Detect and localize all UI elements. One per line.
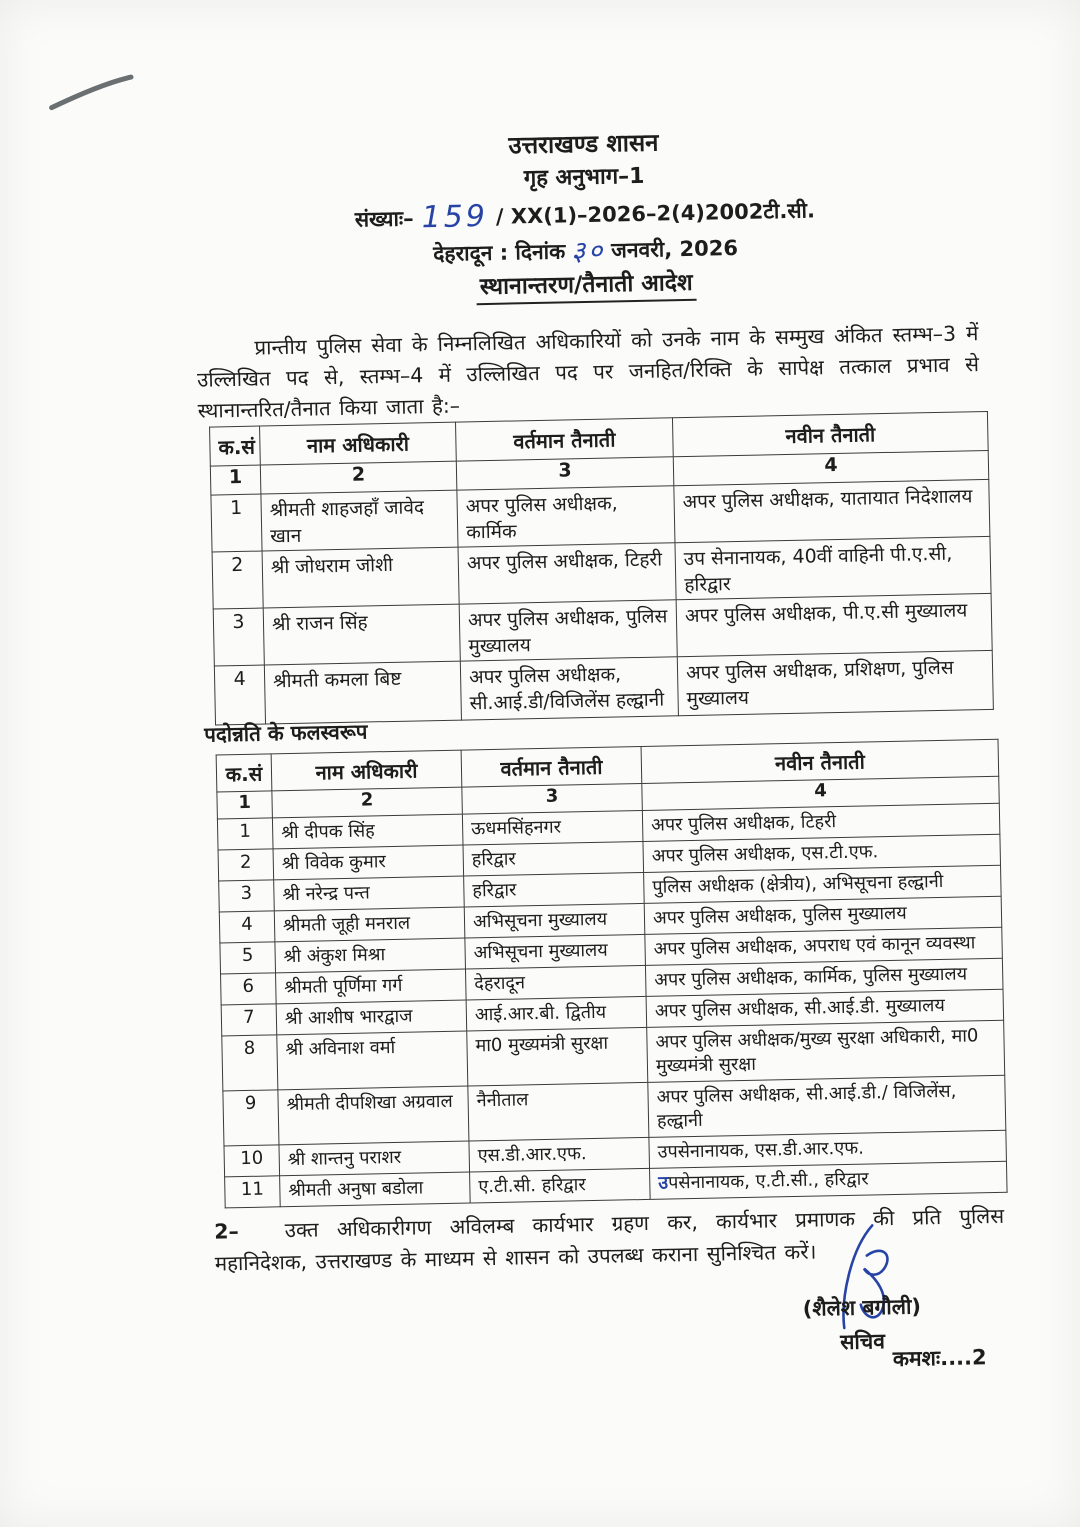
serial-cell: 8 — [222, 1035, 278, 1091]
current-posting-cell: अपर पुलिस अधीक्षक, टिहरी — [458, 543, 676, 604]
current-posting-cell: अपर पुलिस अधीक्षक, सी.आई.डी/विजिलेंस हल्द्वानी — [460, 657, 678, 720]
column-number: 3 — [456, 457, 674, 490]
column-number: 3 — [462, 783, 643, 814]
officer-name-cell: श्री आशीष भारद्वाज — [276, 1000, 467, 1035]
column-header: क.सं — [210, 426, 261, 466]
department-section: गृह अनुभाग–1 — [523, 163, 645, 192]
number-rest: / XX(1)–2026–2(4)2002टी.सी. — [495, 198, 816, 229]
column-number: 2 — [260, 461, 457, 494]
column-number: 4 — [673, 450, 989, 485]
serial-cell: 1 — [211, 494, 262, 552]
new-posting-cell: अपर पुलिस अधीक्षक, पुलिस मुख्यालय — [644, 896, 1002, 934]
current-posting-cell: हरिद्वार — [463, 841, 644, 876]
column-header: नवीन तैनाती — [641, 739, 999, 783]
current-posting-cell: आई.आर.बी. द्वितीय — [466, 996, 647, 1031]
current-posting-cell: अपर पुलिस अधीक्षक, कार्मिक — [457, 486, 675, 547]
column-header: नाम अधिकारी — [260, 422, 457, 465]
officer-name-cell: श्रीमती कमला बिष्ट — [264, 661, 461, 724]
current-posting-cell: देहरादून — [465, 965, 646, 1000]
new-posting-cell: उप सेनानायक, 40वीं वाहिनी पी.ए.सी, हरिद्वार — [675, 536, 991, 599]
column-number: 4 — [642, 776, 999, 810]
signatory-name: (शैलेश बगौली) — [802, 1294, 922, 1321]
new-posting-cell: अपर पुलिस अधीक्षक, टिहरी — [642, 803, 1000, 841]
current-posting-cell: ए.टी.सी. हरिद्वार — [470, 1168, 651, 1203]
intro-paragraph: प्रान्तीय पुलिस सेवा के निम्नलिखित अधिकारियों को उनके नाम के सम्मुख अंकित स्तम्भ–3 में उल्लिखित पद से, स्तम्भ–4 में उल्लिखित पद पर जनहित/रिक्ति के सापेक्ष तत्काल प्रभाव से स्थानान्तरित/तैनात किया जाता है:– — [196, 320, 980, 423]
new-posting-cell: अपर पुलिस अधीक्षक, कार्मिक, पुलिस मुख्यालय — [645, 958, 1003, 996]
serial-cell: 7 — [221, 1004, 277, 1036]
officer-name-cell: श्री राजन सिंह — [263, 604, 460, 665]
officer-name-cell: श्री दीपक सिंह — [272, 814, 463, 849]
serial-cell: 10 — [224, 1145, 280, 1177]
serial-cell: 11 — [225, 1176, 281, 1208]
new-posting-cell: पुलिस अधीक्षक (क्षेत्रीय), अभिसूचना हल्द्वानी — [644, 865, 1002, 903]
officer-name-cell: श्री नरेन्द्र पन्त — [274, 876, 465, 911]
officer-name-cell: श्री जोधराम जोशी — [262, 547, 459, 608]
column-number: 1 — [210, 465, 261, 495]
new-posting-cell: अपर पुलिस अधीक्षक, पी.ए.सी मुख्यालय — [676, 593, 992, 656]
current-posting-cell: मा0 मुख्यमंत्री सुरक्षा — [467, 1027, 648, 1086]
officer-name-cell: श्रीमती अनुषा बडोला — [280, 1172, 471, 1207]
officer-name-cell: श्री विवेक कुमार — [273, 845, 464, 880]
order-title: स्थानान्तरण/तैनाती आदेश — [101, 257, 1071, 308]
serial-cell: 9 — [223, 1090, 279, 1146]
serial-cell: 1 — [217, 818, 273, 850]
signatory-designation: सचिव — [839, 1329, 886, 1355]
place-date-prefix: देहरादून : दिनांक — [433, 239, 566, 267]
column-header: वर्तमान तैनाती — [456, 418, 674, 461]
closing-text: उक्त अधिकारीगण अविलम्ब कार्यभार ग्रहण कर, कार्यभार प्रमाणक की प्रति पुलिस महानिदेशक, उत्तराखण्ड के माध्यम से शासन को उपलब्ध कराना सुनिश्चित करें। — [214, 1203, 1005, 1276]
transfer-table — [209, 411, 994, 726]
officer-name-cell: श्री अंकुश मिश्रा — [275, 938, 466, 973]
new-posting-cell: अपर पुलिस अधीक्षक, सी.आई.डी./ विजिलेंस, हल्द्वानी — [648, 1075, 1006, 1137]
new-posting-cell: अपर पुलिस अधीक्षक, सी.आई.डी. मुख्यालय — [646, 989, 1004, 1027]
new-posting-cell: अपर पुलिस अधीक्षक, अपराध एवं कानून व्यवस्था — [645, 927, 1003, 965]
current-posting-cell: नैनीताल — [468, 1082, 649, 1141]
current-posting-cell: अभिसूचना मुख्यालय — [465, 934, 646, 969]
officer-name-cell: श्री शान्तनु पराशर — [279, 1141, 470, 1176]
column-number: 2 — [272, 787, 463, 818]
officer-name-cell: श्रीमती दीपशिखा अग्रवाल — [278, 1086, 469, 1145]
new-posting-cell: उपसेनानायक, एस.डी.आर.एफ. — [649, 1130, 1007, 1168]
serial-cell: 6 — [221, 973, 277, 1005]
column-header: वर्तमान तैनाती — [461, 746, 642, 787]
serial-cell: 2 — [218, 849, 274, 881]
closing-item-number: 2– — [213, 1218, 239, 1244]
date-suffix: जनवरी, 2026 — [611, 235, 739, 263]
column-header: नवीन तैनाती — [672, 411, 988, 456]
org-name: उत्तराखण्ड शासन — [508, 128, 659, 160]
number-label: संख्याः– — [354, 206, 414, 232]
new-posting-cell: अपर पुलिस अधीक्षक, यातायात निदेशालय — [674, 479, 990, 542]
column-number: 1 — [217, 791, 273, 819]
officer-name-cell: श्रीमती शाहजहाँ जावेद खान — [261, 490, 458, 551]
current-posting-cell: एस.डी.आर.एफ. — [469, 1137, 650, 1172]
column-header: नाम अधिकारी — [271, 750, 462, 791]
officer-name-cell: श्री अविनाश वर्मा — [277, 1031, 468, 1090]
promotion-table — [216, 739, 1008, 1209]
handwritten-date: ३० — [570, 235, 606, 268]
new-posting-cell: अपर पुलिस अधीक्षक, प्रशिक्षण, पुलिस मुख्यालय — [677, 650, 993, 715]
serial-cell: 3 — [213, 608, 264, 666]
new-posting-cell — [650, 1161, 1008, 1199]
cell-text: पसेनानायक, ए.टी.सी., हरिद्वार — [667, 1168, 869, 1194]
serial-cell: 2 — [212, 551, 263, 609]
continuation-note: कमशः....2 — [892, 1345, 987, 1372]
pen-correction-mark: उ — [658, 1172, 669, 1194]
officer-name-cell: श्रीमती पूर्णिमा गर्ग — [276, 969, 467, 1004]
column-header: क.सं — [216, 754, 272, 792]
promotion-section-heading: पदोन्नति के फलस्वरूप — [203, 719, 368, 747]
serial-cell: 4 — [214, 665, 265, 725]
new-posting-cell: अपर पुलिस अधीक्षक, एस.टी.एफ. — [643, 834, 1001, 872]
current-posting-cell: अपर पुलिस अधीक्षक, पुलिस मुख्यालय — [459, 600, 677, 661]
pen-stroke-mark — [45, 68, 141, 115]
current-posting-cell: हरिद्वार — [464, 872, 645, 907]
current-posting-cell: अभिसूचना मुख्यालय — [464, 903, 645, 938]
serial-cell: 5 — [220, 942, 276, 974]
current-posting-cell: ऊधमसिंहनगर — [462, 810, 643, 845]
serial-cell: 3 — [219, 880, 275, 912]
officer-name-cell: श्रीमती जूही मनराल — [274, 907, 465, 942]
new-posting-cell: अपर पुलिस अधीक्षक/मुख्य सुरक्षा अधिकारी, मा0 मुख्यमंत्री सुरक्षा — [647, 1020, 1005, 1082]
handwritten-number: 159 — [421, 198, 489, 236]
serial-cell: 4 — [219, 911, 275, 943]
